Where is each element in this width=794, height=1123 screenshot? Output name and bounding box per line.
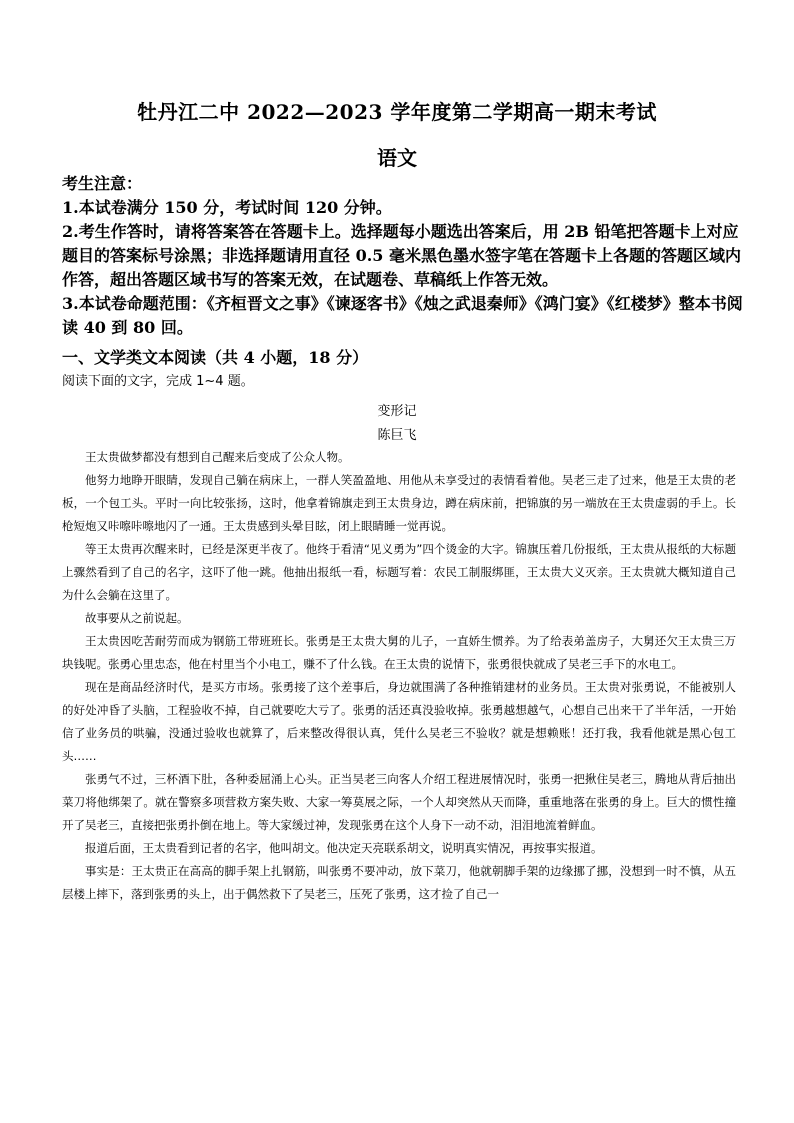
story-paragraph: 王太贵做梦都没有想到自己醒来后变成了公众人物。	[85, 450, 350, 464]
story-paragraph: 事实是：王太贵正在高高的脚手架上扎钢筋，叫张勇不要冲动，放下菜刀，他就朝脚手架的边缘挪了挪，没想到一时不慎，从五层楼上摔下，落到张勇的头上，出于偶然救下了吴老三，压死了张勇，这才捡了自己一	[62, 864, 736, 901]
story-body	[62, 446, 736, 906]
exam-title: 牡丹江二中 2022—2023 学年度第二学期高一期末考试	[137, 100, 657, 124]
notice-item: 3.本试卷命题范围：《齐桓晋文之事》《谏逐客书》《烛之武退秦师》《鸿门宴》《红楼梦》整本书阅读 40 到 80 回。	[62, 294, 743, 337]
candidate-notice	[62, 172, 752, 340]
notice-heading: 考生注意：	[62, 174, 143, 193]
story-paragraph: 报道后面，王太贵看到记者的名字，他叫胡文。他决定天亮联系胡文，说明真实情况，再按事实报道。	[85, 841, 603, 855]
section-heading: 一、文学类文本阅读（共 4 小题，18 分）	[62, 348, 369, 367]
story-paragraph: 等王太贵再次醒来时，已经是深更半夜了。他终于看清“见义勇为”四个烫金的大字。锦旗压着几份报纸，王太贵从报纸的大标题上骤然看到了自己的名字，这吓了他一跳。他抽出报纸一看，标题写着：农民工制服绑匪，王太贵大义灭亲。王太贵就大概知道自己为什么会躺在这里了。	[62, 542, 736, 602]
story-paragraph: 他努力地睁开眼睛，发现自己躺在病床上，一群人笑盈盈地、用他从未享受过的表情看着他。吴老三走了过来，他是王太贵的老板，一个包工头。平时一向比较张扬，这时，他拿着锦旗走到王太贵身边，蹲在病床前，把锦旗的另一端放在王太贵虚弱的手上。长枪短炮又咔嚓咔嚓地闪了一通。王太贵感到头晕目眩，闭上眼睛睡一觉再说。	[62, 473, 736, 533]
section-instruction: 阅读下面的文字，完成 1~4 题。	[62, 374, 254, 389]
notice-item: 2.考生作答时，请将答案答在答题卡上。选择题每小题选出答案后，用 2B 铅笔把答题卡上对应题目的答案标号涂黑；非选择题请用直径 0.5 毫米黑色墨水签字笔在答题卡上各题的答题区域内作答，超出答题区域书写的答案无效，在试题卷、草稿纸上作答无效。	[62, 222, 741, 289]
story-title: 变形记	[377, 404, 417, 419]
story-paragraph: 现在是商品经济时代，是买方市场。张勇接了这个差事后，身边就围满了各种推销建材的业务员。王太贵对张勇说，不能被别人的好处冲昏了头脑，工程验收不掉，自己就要吃大亏了。张勇的活还真没验收掉。张勇越想越气，心想自己出来干了半年活，一开始信了业务员的哄骗，没通过验收也就算了，后来整改得很认真，凭什么吴老三不验收？就是想赖账！还打我，我看他就是黑心包工头……	[62, 680, 736, 763]
story-paragraph: 王太贵因吃苦耐劳而成为钢筋工带班班长。张勇是王太贵大舅的儿子，一直娇生惯养。为了给表弟盖房子，大舅还欠王太贵三万块钱呢。张勇心里忠态，他在村里当个小电工，赚不了什么钱。在王太贵的说情下，张勇很快就成了吴老三手下的水电工。	[62, 634, 736, 671]
story-paragraph: 故事要从之前说起。	[85, 611, 189, 625]
subject-title: 语文	[377, 146, 417, 170]
notice-item: 1.本试卷满分 150 分，考试时间 120 分钟。	[62, 198, 392, 217]
story-paragraph: 张勇气不过，三杯酒下肚，各种委屈涌上心头。正当吴老三向客人介绍工程进展情况时，张勇一把揪住吴老三，腾地从背后抽出菜刀将他绑架了。就在警察多项营救方案失败、大家一筹莫展之际，一个人却突然从天而降，重重地落在张勇的身上。巨大的惯性撞开了吴老三，直接把张勇扑倒在地上。等大家缓过神，发现张勇在这个人身下一动不动，泪泪地流着鲜血。	[62, 772, 736, 832]
story-author: 陈巨飞	[377, 428, 417, 443]
